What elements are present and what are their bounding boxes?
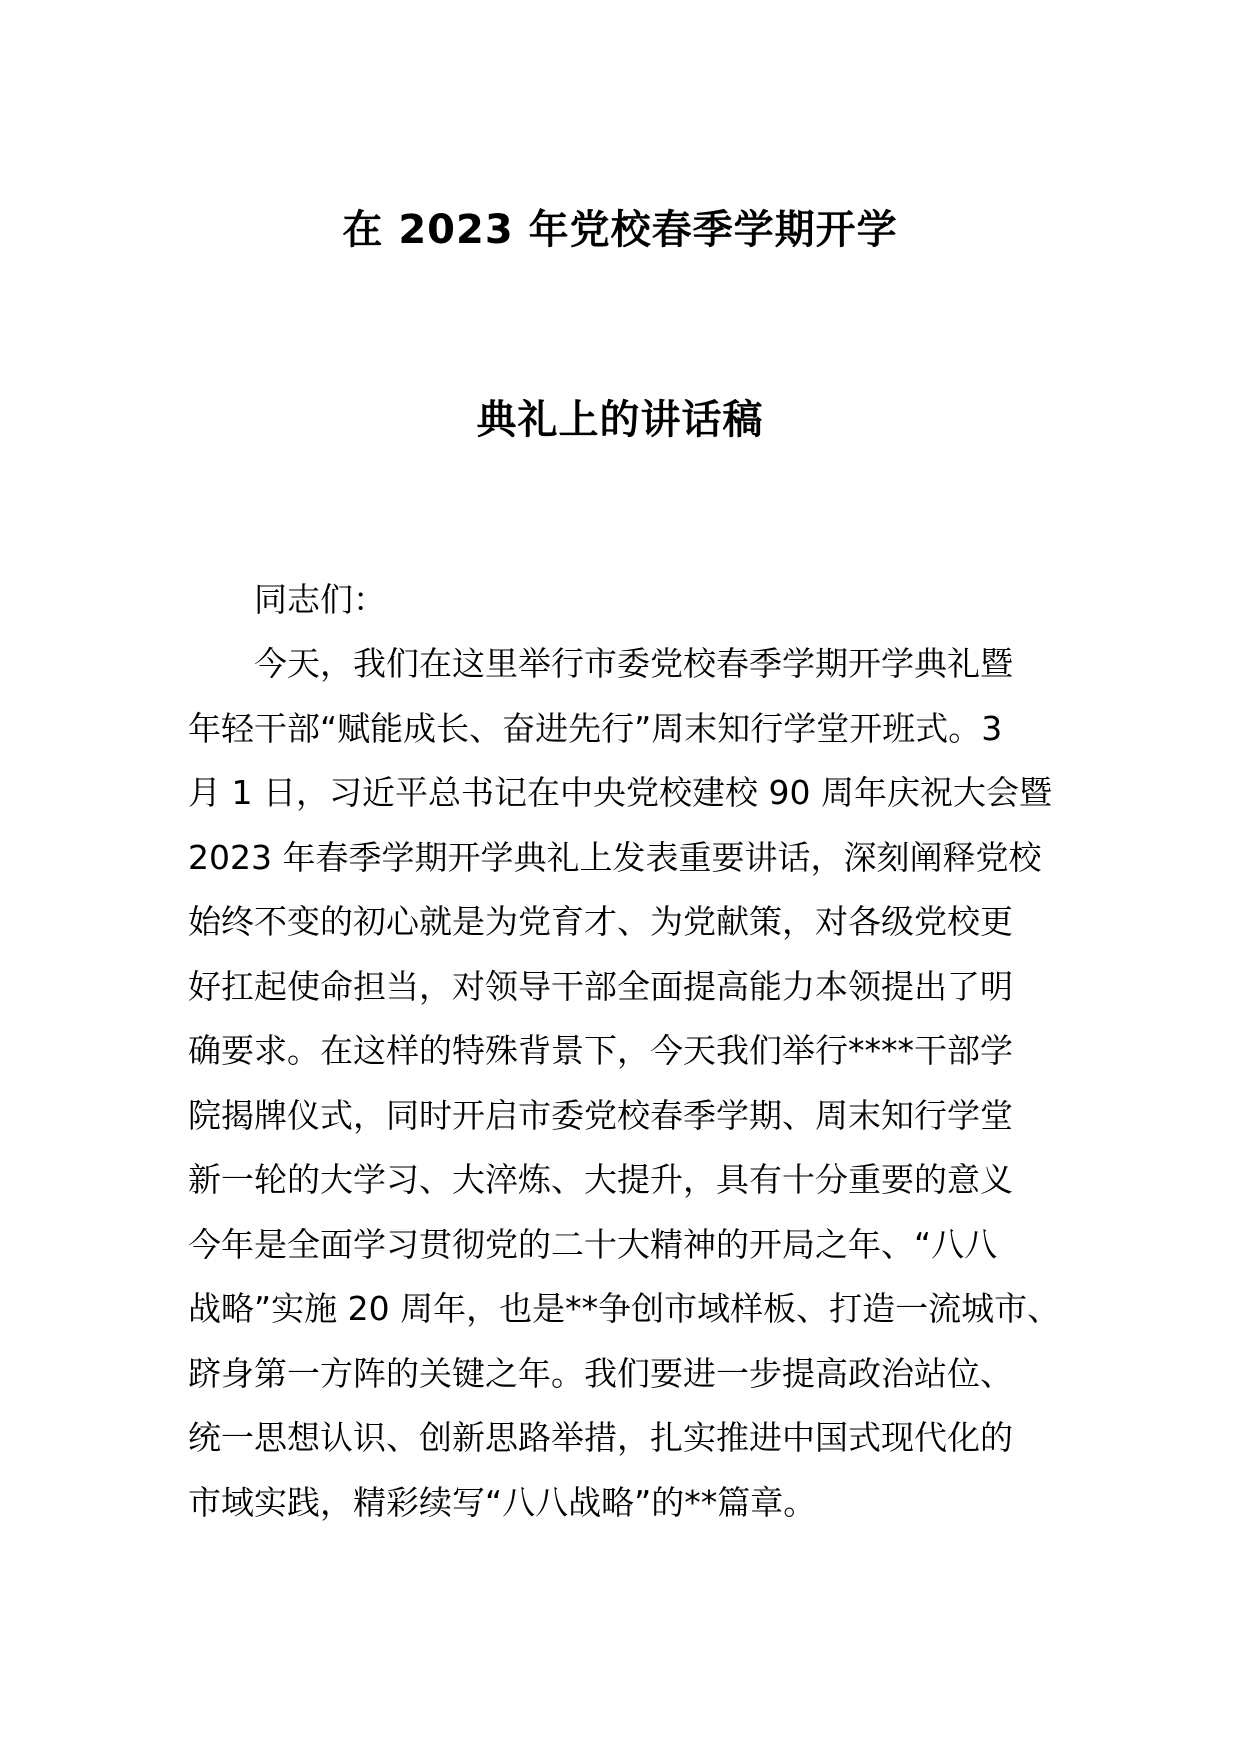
paragraph-line: 新一轮的大学习、大淬炼、大提升，具有十分重要的意义 bbox=[188, 1160, 1013, 1199]
greeting: 同志们： bbox=[254, 580, 386, 619]
paragraph-line: 确要求。在这样的特殊背景下，今天我们举行****干部学 bbox=[188, 1031, 1013, 1070]
paragraph-line: 好扛起使命担当，对领导干部全面提高能力本领提出了明 bbox=[188, 966, 1013, 1006]
paragraph-line: 年轻干部“赋能成长、奋进先行”周末知行学堂开班式。3 bbox=[188, 708, 1003, 748]
paragraph-line: 月 1 日，习近平总书记在中央党校建校 90 周年庆祝大会暨 bbox=[188, 773, 1052, 812]
body-paragraph bbox=[188, 632, 1061, 1535]
paragraph-line: 今天，我们在这里举行市委党校春季学期开学典礼暨 bbox=[254, 644, 1013, 683]
paragraph-line: 统一思想认识、创新思路举措，扎实推进中国式现代化的 bbox=[188, 1418, 1013, 1457]
paragraph-line: 始终不变的初心就是为党育才、为党献策，对各级党校更 bbox=[188, 902, 1013, 941]
paragraph-line: 院揭牌仪式，同时开启市委党校春季学期、周末知行学堂 bbox=[188, 1095, 1013, 1135]
paragraph-line: 战略”实施 20 周年，也是**争创市域样板、打造一流城市、 bbox=[188, 1289, 1061, 1328]
paragraph-line: 2023 年春季学期开学典礼上发表重要讲话，深刻阐释党校 bbox=[188, 837, 1042, 877]
title-line-1: 在 2023 年党校春季学期开学 bbox=[342, 207, 898, 253]
paragraph-line: 今年是全面学习贯彻党的二十大精神的开局之年、“八八 bbox=[188, 1224, 998, 1264]
title-line-2: 典礼上的讲话稿 bbox=[476, 397, 764, 443]
paragraph-line: 跻身第一方阵的关键之年。我们要进一步提高政治站位、 bbox=[188, 1353, 1013, 1393]
paragraph-line: 市域实践，精彩续写“八八战略”的**篇章。 bbox=[188, 1482, 817, 1522]
